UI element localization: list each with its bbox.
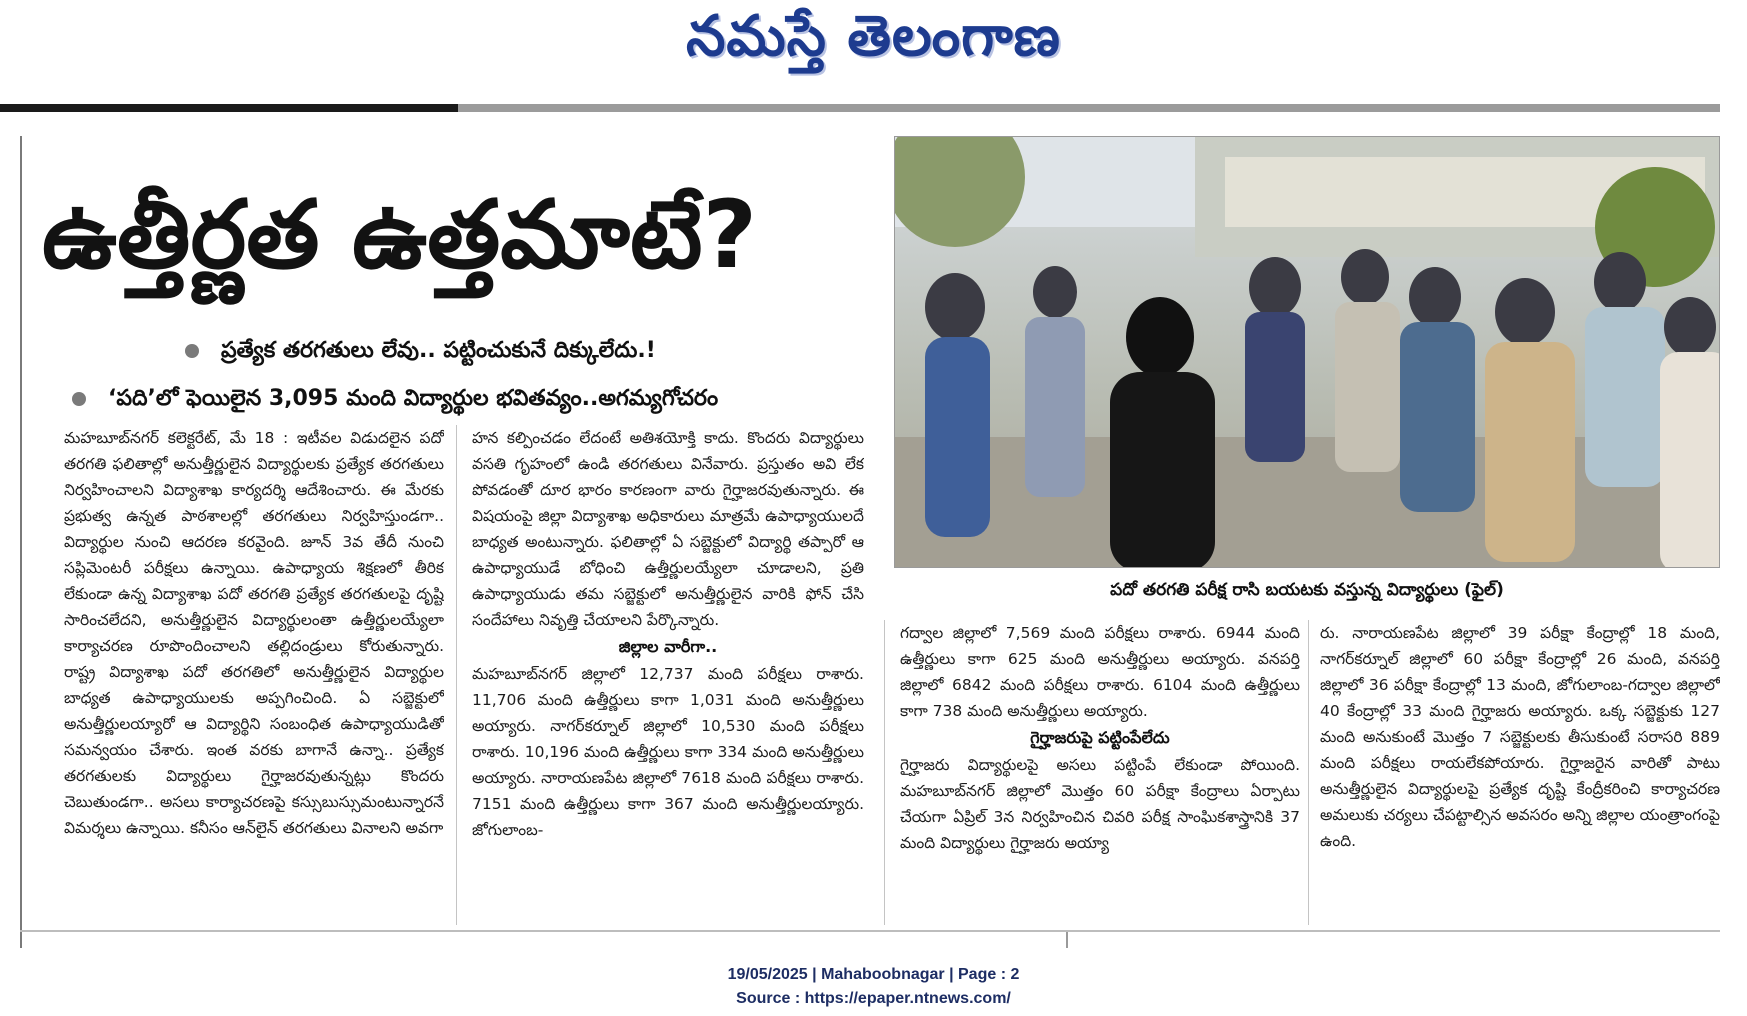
page-bottom-tick	[1066, 932, 1068, 948]
page-bottom-rule	[20, 930, 1720, 932]
masthead-rule-dark	[0, 104, 458, 112]
masthead-title: నమస్తే తెలంగాణ	[686, 4, 1061, 69]
article-column-3	[900, 620, 1300, 920]
bullet-dot-icon	[72, 392, 86, 406]
bullet-dot-icon	[185, 344, 199, 358]
subhead-absentees: గైర్హాజరుపై పట్టింపేలేదు	[1030, 728, 1170, 747]
subhead-districts: జిల్లాల వారీగా..	[618, 637, 718, 656]
masthead	[0, 0, 1747, 80]
column-3b-text: గైర్హాజరు విద్యార్థులపై అసలు పట్టింపే లేకుండా పోయింది. మహబూబ్‌నగర్ జిల్లాలో మొత్తం 60 పరీక్షా కేంద్రాలు ఏర్పాటు చేయగా ఏప్రిల్ 3న నిర్వహించిన చివరి పరీక్ష సాంఘికశాస్త్రానికి 37 మంది విద్యార్థులు గైర్హాజరు అయ్యా	[900, 756, 1300, 852]
column-1-text: మహబూబ్‌నగర్ కలెక్టరేట్, మే 18 : ఇటీవల విడుదలైన పదో తరగతి ఫలితాల్లో అనుత్తీర్ణులైన విద్యార్థులకు ప్రత్యేక తరగతులు నిర్వహించాలని విద్యాశాఖ కార్యదర్శి ఆదేశించారు. ఈ మేరకు ప్రభుత్వ ఉన్నత పాఠశాలల్లో తరగతులు నిర్వహిస్తుండగా.. విద్యార్థుల నుంచి ఆదరణ కరవైంది. జూన్ 3వ తేదీ నుంచి సప్లిమెంటరీ పరీక్షలు ఉన్నాయి. ఉపాధ్యాయ శిక్షణలో తీరిక లేకుండా ఉన్న విద్యాశాఖ పదో తరగతి ప్రత్యేక తరగతులపై దృష్టి సారించలేదని, అనుత్తీర్ణులైన విద్యార్థులంతా ఉత్తీర్ణులయ్యేలా కార్యాచరణ రూపొందించాలని తల్లిదండ్రులు కోరుతున్నారు. రాష్ట్ర విద్యాశాఖ పదో తరగతిలో అనుత్తీర్ణులైన విద్యార్థుల బాధ్యత ఉపాధ్యాయులకు అప్పగించింది. ఏ సబ్జెక్టులో అనుత్తీర్ణులయ్యారో ఆ విద్యార్థిని సంబంధిత ఉపాధ్యాయుడితో సమన్వయం చేశారు. ఇంత వరకు బాగానే ఉన్నా.. ప్రత్యేక తరగతులకు విద్యార్థులు గైర్హాజరవుతున్నట్లు కొందరు చెబుతుండగా.. అసలు కార్యాచరణపై కస్సుబుస్సుమంటున్నారనే విమర్శలు ఉన్నాయి. కనీసం ఆన్‌లైన్ తరగతులు వినాలని అవగా	[64, 429, 444, 837]
left-column-rule	[20, 136, 22, 948]
column-divider	[884, 620, 885, 925]
bullet-1	[185, 336, 656, 366]
column-2b-text: మహబూబ్‌నగర్ జిల్లాలో 12,737 మంది పరీక్షలు రాశారు. 11,706 మంది ఉత్తీర్ణులు కాగా 1,031 మంది అనుత్తీర్ణులు అయ్యారు. నాగర్‌కర్నూల్ జిల్లాలో 10,530 మంది పరీక్షలు రాశారు. 10,196 మంది ఉత్తీర్ణులు కాగా 334 మంది అనుత్తీర్ణులు అయ్యారు. నారాయణపేట జిల్లాలో 7618 మంది పరీక్షలు రాశారు. 7151 మంది ఉత్తీర్ణులు కాగా 367 మంది అనుత్తీర్ణులయ్యారు. జోగులాంబ-	[472, 665, 864, 839]
photo-caption: పదో తరగతి పరీక్ష రాసి బయటకు వస్తున్న విద్యార్థులు (ఫైల్)	[1110, 580, 1504, 600]
page-footer	[0, 963, 1747, 1011]
article-headline: ఉత్తీర్ణత ఉత్తమాటే?	[42, 181, 757, 290]
article-column-1	[64, 425, 444, 917]
column-divider	[456, 425, 457, 925]
bullet-2	[72, 384, 718, 414]
article-photo	[894, 136, 1720, 568]
bullet-1-text: ప్రత్యేక తరగతులు లేవు.. పట్టించుకునే దిక్కులేదు.!	[221, 338, 656, 363]
footer-source-link[interactable]: Source : https://epaper.ntnews.com/	[736, 990, 1011, 1007]
column-3-text: గద్వాల జిల్లాలో 7,569 మంది పరీక్షలు రాశారు. 6944 మంది ఉత్తీర్ణులు కాగా 625 మంది అనుత్తీర్ణులు అయ్యారు. వనపర్తి జిల్లాలో 6842 మంది పరీక్షలు రాశారు. 6104 మంది ఉత్తీర్ణులు కాగా 738 మంది అనుత్తీర్ణులు అయ్యారు.	[900, 624, 1300, 720]
column-4-text: రు. నారాయణపేట జిల్లాలో 39 పరీక్షా కేంద్రాల్లో 18 మంది, నాగర్‌కర్నూల్ జిల్లాలో 60 పరీక్షా కేంద్రాల్లో 26 మంది, వనపర్తి జిల్లాలో 36 పరీక్షా కేంద్రాల్లో 13 మంది, జోగులాంబ-గద్వాల జిల్లాలో 40 కేంద్రాల్లో 33 మంది గైర్హాజరు అయ్యారు. ఒక్క సబ్జెక్టుకు 127 మంది అనుకుంటే మొత్తం 7 సబ్జెక్టులకు తీసుకుంటే సరాసరి 889 మంది పరీక్షలు రాయలేకపోయారు. గైర్హాజరైన వారితో పాటు అనుత్తీర్ణులైన విద్యార్థులపై ప్రత్యేక దృష్టి కేంద్రీకరించి కార్యాచరణ అమలుకు చర్యలు చేపట్టాల్సిన అవసరం అన్ని జిల్లాల యంత్రాంగంపై ఉంది.	[1320, 624, 1720, 850]
bullet-2-text: ‘పది’లో ఫెయిలైన 3,095 మంది విద్యార్థుల భవితవ్యం..అగమ్యగోచరం	[108, 386, 719, 411]
column-2-text: హన కల్పించడం లేదంటే అతిశయోక్తి కాదు. కొందరు విద్యార్థులు వసతి గృహంలో ఉండి తరగతులు వినేవారు. ప్రస్తుతం అవి లేక పోవడంతో దూర భారం కారణంగా వారు గైర్హాజరవుతున్నారు. ఈ విషయంపై జిల్లా విద్యాశాఖ అధికారులు మాత్రమే ఉపాధ్యాయులదే బాధ్యత అంటున్నారు. ఫలితాల్లో ఏ సబ్జెక్టులో విద్యార్థి తప్పారో ఆ ఉపాధ్యాయుడే బోధించి ఉత్తీర్ణులయ్యేలా చూడాలని, ప్రతి ఉపాధ్యాయుడు తమ సబ్జెక్టులో అనుత్తీర్ణులైన వారికి ఫోన్ చేసి సందేహాలు నివృత్తి చేయాలని పేర్కొన్నారు.	[472, 429, 864, 629]
article-column-4	[1320, 620, 1720, 920]
masthead-rule-grey	[458, 104, 1720, 112]
students-photo-image	[895, 137, 1720, 568]
column-divider	[1308, 620, 1309, 925]
article-column-2	[472, 425, 864, 917]
footer-date-edition: 19/05/2025 | Mahaboobnagar | Page : 2	[727, 966, 1020, 983]
